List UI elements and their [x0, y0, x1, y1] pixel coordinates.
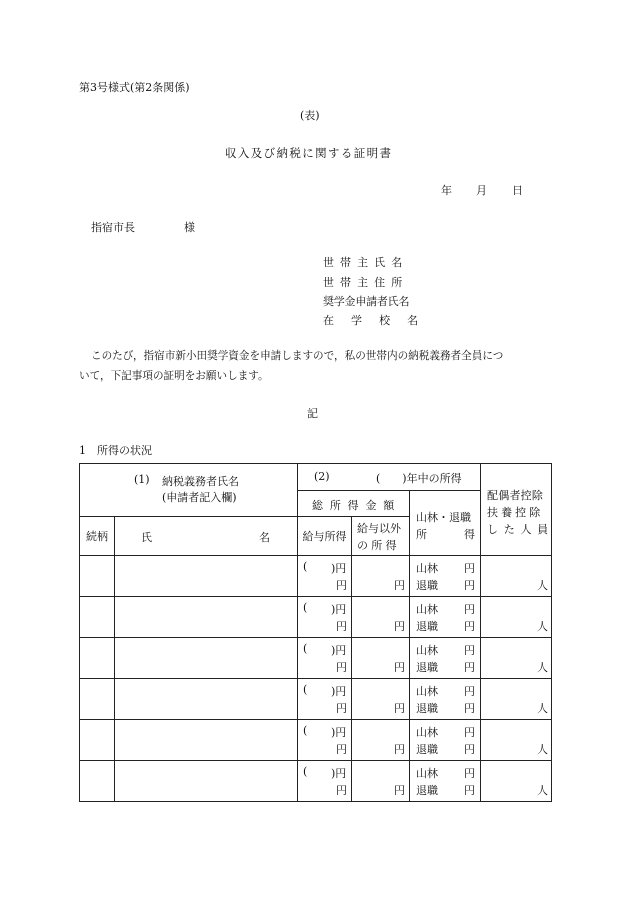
form-number: 第3号様式(第2条関係) [79, 81, 190, 94]
other-yen: 円 [394, 579, 405, 592]
sanrin-yen: 円 [464, 685, 475, 698]
paren-open: ( [303, 683, 308, 696]
header-name-a: 氏 [141, 531, 152, 544]
cell-name[interactable] [115, 638, 298, 679]
cell-salary[interactable] [298, 720, 352, 761]
taishoku-yen: 円 [464, 743, 475, 756]
cell-other-income[interactable] [352, 597, 410, 638]
cell-mountain[interactable] [410, 597, 481, 638]
header-other-income [352, 517, 410, 556]
salary-yen: 円 [336, 784, 347, 797]
sanrin-label: 山林 [416, 685, 438, 698]
cell-salary[interactable] [298, 597, 352, 638]
taishoku-yen: 円 [464, 784, 475, 797]
cell-name[interactable] [115, 720, 298, 761]
other-yen: 円 [394, 743, 405, 756]
header-income-num: (2) [314, 470, 330, 483]
section-heading: 1 所得の状況 [79, 444, 152, 457]
cell-mountain[interactable] [410, 556, 481, 597]
header-mountain-label: 山林・退職 [416, 511, 471, 524]
sanrin-yen: 円 [464, 603, 475, 616]
salary-yen: 円 [336, 743, 347, 756]
dependents-nin: 人 [537, 743, 549, 756]
dependents-nin: 人 [537, 620, 549, 633]
paren-open: ( [303, 765, 308, 778]
cell-dependents[interactable] [481, 597, 552, 638]
cell-dependents[interactable] [481, 679, 552, 720]
cell-relation[interactable] [80, 638, 115, 679]
cell-name[interactable] [115, 556, 298, 597]
cell-relation[interactable] [80, 679, 115, 720]
sanrin-label: 山林 [416, 562, 438, 575]
header-shotoku-a: 所 [416, 528, 427, 541]
cell-mountain[interactable] [410, 761, 481, 802]
cell-relation[interactable] [80, 720, 115, 761]
cell-relation[interactable] [80, 556, 115, 597]
header-spouse-3: した人員 [487, 522, 554, 536]
table-row [80, 679, 552, 720]
sanrin-label: 山林 [416, 603, 438, 616]
header-spouse [481, 464, 552, 556]
other-yen: 円 [394, 620, 405, 633]
side-label: (表) [300, 109, 320, 122]
other-yen: 円 [394, 702, 405, 715]
cell-mountain[interactable] [410, 720, 481, 761]
cell-dependents[interactable] [481, 556, 552, 597]
cell-other-income[interactable] [352, 761, 410, 802]
paren-close-yen: )円 [331, 562, 347, 575]
header-spouse-2: 扶養控除 [487, 505, 544, 519]
sanrin-label: 山林 [416, 726, 438, 739]
body-text-line1: このたび，指宿市新小田奨学資金を申請しますので，私の世帯内の納税義務者全員につ [91, 350, 504, 362]
table-row [80, 556, 552, 597]
paren-open: ( [303, 642, 308, 655]
salary-yen: 円 [336, 579, 347, 592]
table-row [80, 720, 552, 761]
header-income-year: ( )年中の所得 [376, 472, 462, 485]
header-other-2: の所得 [357, 539, 400, 552]
header-income [298, 464, 481, 491]
table-row [80, 597, 552, 638]
dependents-nin: 人 [537, 661, 549, 674]
cell-salary[interactable] [298, 556, 352, 597]
header-taxpayer-sub: (申請者記入欄) [162, 491, 237, 504]
sanrin-label: 山林 [416, 767, 438, 780]
header-taxpayer-num: (1) [134, 473, 150, 486]
paren-close-yen: )円 [331, 603, 347, 616]
cell-name[interactable] [115, 761, 298, 802]
paren-close-yen: )円 [331, 644, 347, 657]
document-title: 収入及び納税に関する証明書 [225, 146, 393, 160]
field-household-head-name: 世帯主氏名 [323, 256, 409, 269]
cell-mountain[interactable] [410, 679, 481, 720]
cell-mountain[interactable] [410, 638, 481, 679]
sanrin-label: 山林 [416, 644, 438, 657]
header-other-1: 給与以外 [357, 522, 401, 535]
salary-yen: 円 [336, 702, 347, 715]
cell-dependents[interactable] [481, 720, 552, 761]
cell-other-income[interactable] [352, 638, 410, 679]
field-school-name: 在学校名 [323, 314, 436, 327]
header-shotoku-b: 得 [464, 528, 475, 541]
cell-dependents[interactable] [481, 638, 552, 679]
cell-salary[interactable] [298, 761, 352, 802]
taishoku-label: 退職 [416, 743, 438, 756]
salary-yen: 円 [336, 620, 347, 633]
header-total-income [298, 491, 410, 517]
sanrin-yen: 円 [464, 644, 475, 657]
header-relation: 続柄 [80, 517, 115, 556]
header-total-label: 総所得金額 [312, 498, 402, 512]
table-row [80, 761, 552, 802]
header-salary: 給与所得 [298, 517, 352, 556]
addressee-honorific: 様 [184, 221, 195, 234]
taishoku-label: 退職 [416, 620, 438, 633]
date-year: 年 [441, 184, 452, 197]
header-taxpayer [80, 464, 298, 517]
table-row [80, 638, 552, 679]
cell-relation[interactable] [80, 597, 115, 638]
cell-relation[interactable] [80, 761, 115, 802]
date-month: 月 [476, 184, 487, 197]
paren-open: ( [303, 560, 308, 573]
sanrin-yen: 円 [464, 726, 475, 739]
salary-yen: 円 [336, 661, 347, 674]
header-mountain [410, 491, 481, 556]
paren-open: ( [303, 724, 308, 737]
taishoku-yen: 円 [464, 579, 475, 592]
cell-other-income[interactable] [352, 679, 410, 720]
header-spouse-1: 配偶者控除 [487, 488, 544, 502]
taishoku-yen: 円 [464, 620, 475, 633]
taishoku-label: 退職 [416, 702, 438, 715]
sanrin-yen: 円 [464, 562, 475, 575]
header-name-b: 名 [259, 531, 270, 544]
dependents-nin: 人 [537, 784, 549, 797]
other-yen: 円 [394, 661, 405, 674]
paren-close-yen: )円 [331, 685, 347, 698]
field-household-head-address: 世帯主住所 [323, 276, 409, 289]
ki-label: 記 [307, 407, 318, 420]
paren-close-yen: )円 [331, 767, 347, 780]
cell-salary[interactable] [298, 638, 352, 679]
cell-other-income[interactable] [352, 720, 410, 761]
paren-close-yen: )円 [331, 726, 347, 739]
header-taxpayer-label: 納税義務者氏名 [162, 475, 239, 488]
taishoku-label: 退職 [416, 661, 438, 674]
taishoku-yen: 円 [464, 661, 475, 674]
header-name [115, 517, 298, 556]
cell-name[interactable] [115, 597, 298, 638]
sanrin-yen: 円 [464, 767, 475, 780]
income-table [79, 463, 552, 802]
cell-name[interactable] [115, 679, 298, 720]
addressee-name: 指宿市長 [91, 221, 135, 234]
taishoku-label: 退職 [416, 784, 438, 797]
cell-other-income[interactable] [352, 556, 410, 597]
other-yen: 円 [394, 784, 405, 797]
dependents-nin: 人 [537, 702, 549, 715]
taishoku-label: 退職 [416, 579, 438, 592]
cell-salary[interactable] [298, 679, 352, 720]
taishoku-yen: 円 [464, 702, 475, 715]
cell-dependents[interactable] [481, 761, 552, 802]
body-text-line2: いて，下記事項の証明をお願いします。 [79, 370, 269, 382]
paren-open: ( [303, 601, 308, 614]
field-scholarship-applicant: 奨学金申請者氏名 [323, 295, 410, 308]
dependents-nin: 人 [537, 579, 549, 592]
date-day: 日 [512, 184, 523, 197]
